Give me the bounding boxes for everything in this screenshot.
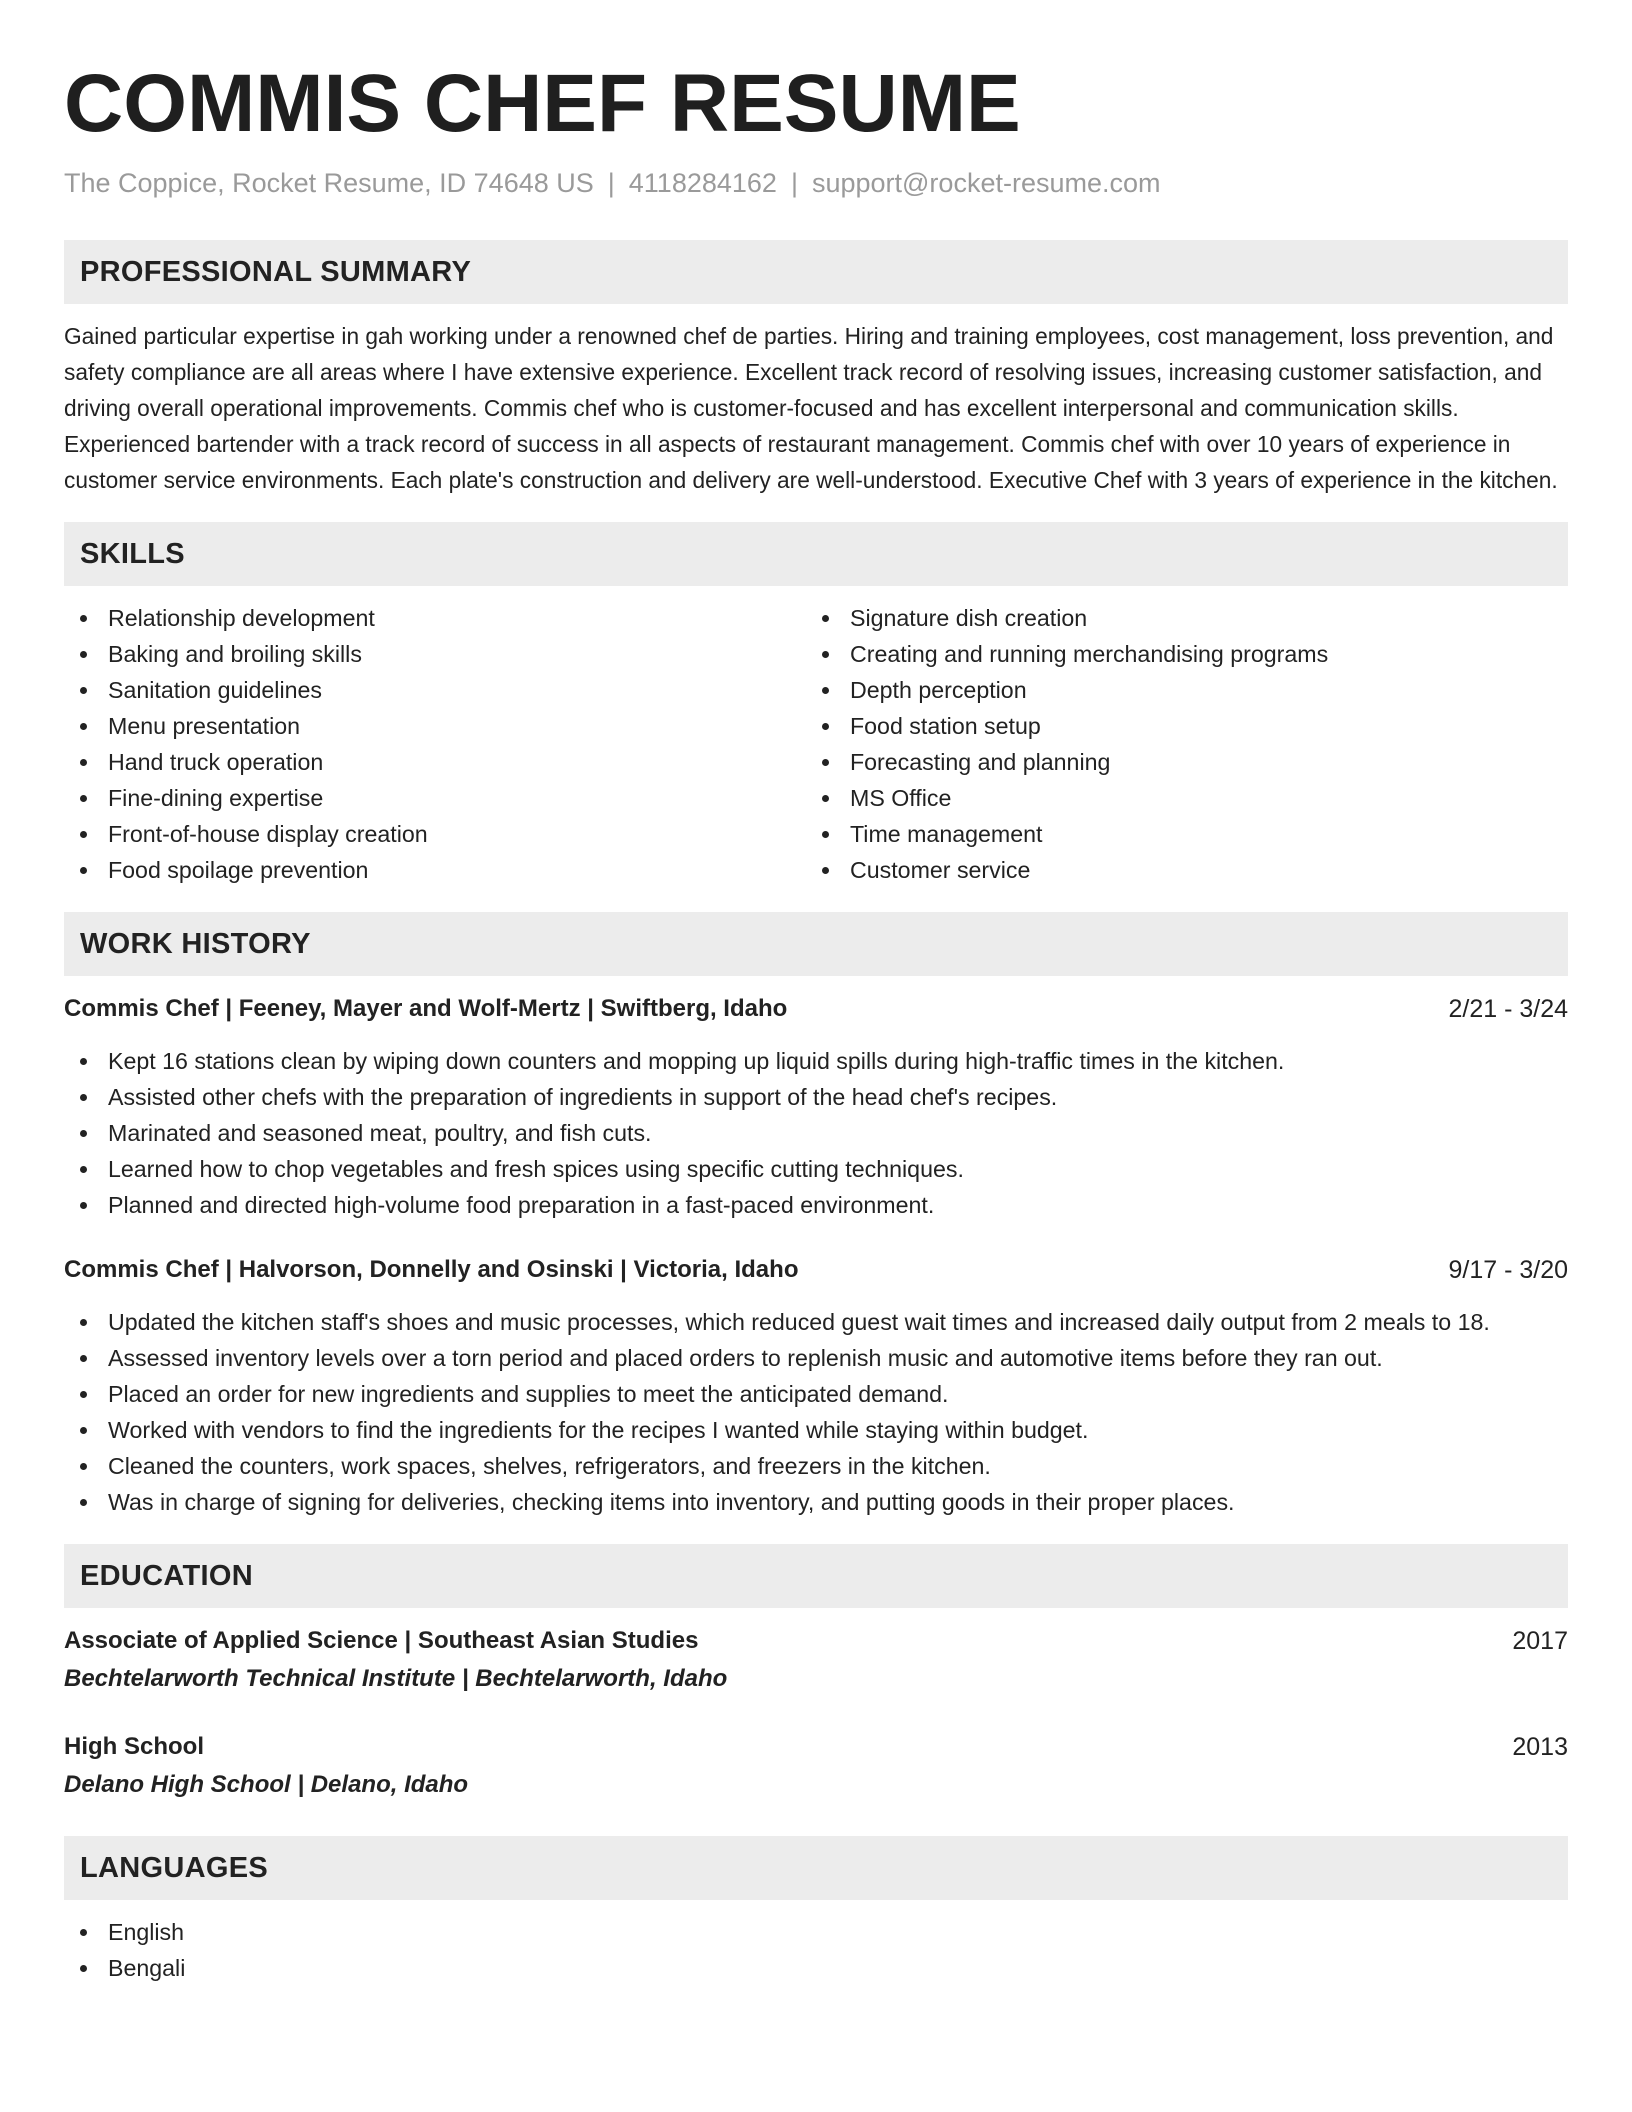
job-title: Commis Chef | Feeney, Mayer and Wolf-Mertz | Swiftberg, Idaho [64, 995, 788, 1022]
job-dates: 2/21 - 3/24 [1448, 995, 1568, 1023]
job-bullet: Was in charge of signing for deliveries, checking items into inventory, and putting goods in their proper places. [64, 1484, 1568, 1520]
skill-item: Food station setup [806, 708, 1548, 744]
education-year: 2017 [1512, 1627, 1568, 1655]
resume-page [64, 56, 1568, 1986]
job-bullet: Planned and directed high-volume food preparation in a fast-paced environment. [64, 1187, 1568, 1223]
education-school: Delano High School | Delano, Idaho [64, 1771, 469, 1798]
job-header [64, 992, 1568, 1026]
job-bullet: Assisted other chefs with the preparation of ingredients in support of the head chef's recipes. [64, 1079, 1568, 1115]
skill-item: Creating and running merchandising programs [806, 636, 1548, 672]
skill-item: Depth perception [806, 672, 1548, 708]
skills-column-left [64, 600, 806, 888]
section-heading-work: WORK HISTORY [64, 912, 1568, 976]
contact-address: The Coppice, Rocket Resume, ID 74648 US [64, 168, 594, 198]
languages-list [64, 1914, 1568, 1986]
job-bullets [64, 1043, 1568, 1223]
education-header [64, 1624, 1568, 1658]
skill-item: MS Office [806, 780, 1548, 816]
job-entry [64, 1253, 1568, 1520]
job-dates: 9/17 - 3/20 [1448, 1256, 1568, 1284]
section-heading-summary: PROFESSIONAL SUMMARY [64, 240, 1568, 304]
job-entry [64, 992, 1568, 1223]
resume-title: COMMIS CHEF RESUME [64, 58, 1021, 149]
language-item: Bengali [64, 1950, 1568, 1986]
skill-item: Forecasting and planning [806, 744, 1548, 780]
education-header [64, 1730, 1568, 1764]
skill-item: Menu presentation [64, 708, 806, 744]
job-title: Commis Chef | Halvorson, Donnelly and Osinski | Victoria, Idaho [64, 1256, 799, 1283]
skill-item: Customer service [806, 852, 1548, 888]
section-heading-languages: LANGUAGES [64, 1836, 1568, 1900]
education-entry [64, 1624, 1568, 1696]
contact-email[interactable]: support@rocket-resume.com [811, 168, 1161, 198]
skills-column-right [806, 600, 1548, 888]
contact-phone: 4118284162 [628, 168, 777, 198]
skill-item: Sanitation guidelines [64, 672, 806, 708]
contact-line [64, 166, 1568, 200]
job-bullet: Kept 16 stations clean by wiping down counters and mopping up liquid spills during high-traffic times in the kitchen. [64, 1043, 1568, 1079]
job-bullet: Updated the kitchen staff's shoes and music processes, which reduced guest wait times and increased daily output from 2 meals to 18. [64, 1304, 1568, 1340]
skill-item: Signature dish creation [806, 600, 1548, 636]
job-bullet: Learned how to chop vegetables and fresh spices using specific cutting techniques. [64, 1151, 1568, 1187]
education-degree: High School [64, 1733, 204, 1760]
skill-item: Time management [806, 816, 1548, 852]
job-bullet: Assessed inventory levels over a torn period and placed orders to replenish music and automotive items before they ran out. [64, 1340, 1568, 1376]
language-item: English [64, 1914, 1568, 1950]
job-header [64, 1253, 1568, 1287]
job-bullet: Worked with vendors to find the ingredients for the recipes I wanted while staying within budget. [64, 1412, 1568, 1448]
skill-item: Fine-dining expertise [64, 780, 806, 816]
job-bullets [64, 1304, 1568, 1520]
section-heading-skills: SKILLS [64, 522, 1568, 586]
skill-item: Relationship development [64, 600, 806, 636]
education-entry [64, 1730, 1568, 1802]
skill-item: Food spoilage prevention [64, 852, 806, 888]
skill-item: Baking and broiling skills [64, 636, 806, 672]
skills-list [64, 600, 1568, 888]
section-heading-education: EDUCATION [64, 1544, 1568, 1608]
skill-item: Front-of-house display creation [64, 816, 806, 852]
job-bullet: Marinated and seasoned meat, poultry, and fish cuts. [64, 1115, 1568, 1151]
contact-separator: | [790, 168, 798, 198]
education-year: 2013 [1512, 1733, 1568, 1761]
job-bullet: Cleaned the counters, work spaces, shelves, refrigerators, and freezers in the kitchen. [64, 1448, 1568, 1484]
summary-text: Gained particular expertise in gah working under a renowned chef de parties. Hiring and training employees, cost management, loss prevention, and safety compliance are all areas where I have extensive experience. Excellent track record of resolving issues, increasing customer satisfaction, and driving overall operational improvements. Commis chef who is customer-focused and has excellent interpersonal and communication skills. Experienced bartender with a track record of success in all aspects of restaurant management. Commis chef with over 10 years of experience in customer service environments. Each plate's construction and delivery are well-understood. Executive Chef with 3 years of experience in the kitchen. [64, 323, 1558, 493]
education-school: Bechtelarworth Technical Institute | Bechtelarworth, Idaho [64, 1665, 728, 1692]
contact-separator: | [607, 168, 615, 198]
education-degree: Associate of Applied Science | Southeast Asian Studies [64, 1627, 699, 1654]
skill-item: Hand truck operation [64, 744, 806, 780]
job-bullet: Placed an order for new ingredients and supplies to meet the anticipated demand. [64, 1376, 1568, 1412]
